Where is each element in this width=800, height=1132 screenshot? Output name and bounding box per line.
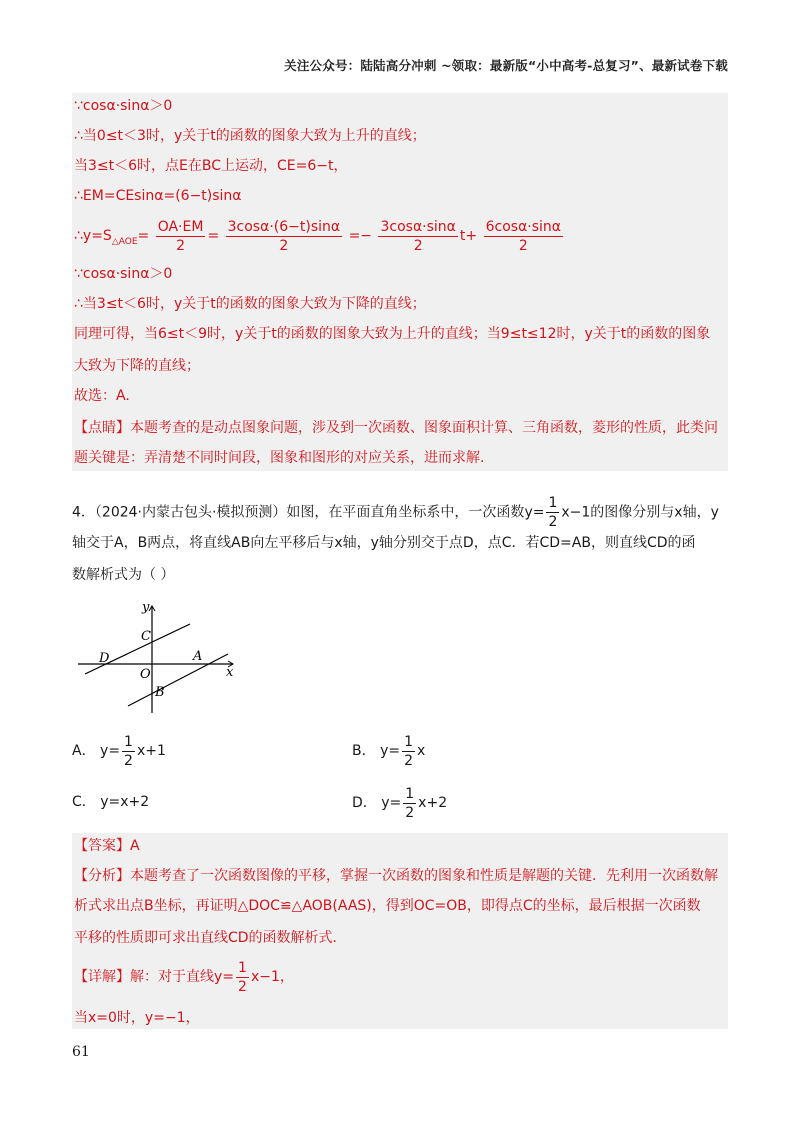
formula-subscript: △AOE xyxy=(111,236,138,247)
detail-last-line: 当x=0时，y=−1， xyxy=(74,1010,200,1026)
solution-line-9: 大致为下降的直线； xyxy=(74,358,200,374)
formula-fraction-2: $\frac{3\cos\alpha\cdot(6-t)\sin\alpha}{2}$ xyxy=(227,218,341,254)
question-line-1 xyxy=(72,494,719,531)
option-d-label: D． xyxy=(352,795,377,811)
coordinate-figure xyxy=(70,596,250,716)
analysis-line-3: 平移的性质即可求出直线CD的函数解析式． xyxy=(74,930,347,946)
label-b: B xyxy=(155,685,165,700)
option-c-text: y=x+2 xyxy=(100,794,150,810)
option-a[interactable] xyxy=(72,732,166,770)
option-d[interactable] xyxy=(352,784,447,822)
option-d-pre: y= xyxy=(381,795,402,811)
question-line-2: 轴交于A，B两点，将直线AB向左平移后与x轴，y轴分别交于点D，点C．若CD=AB，则直线CD的函 xyxy=(72,535,696,551)
line-cd xyxy=(85,624,190,674)
option-b-post: x xyxy=(417,743,426,759)
note-line-2: 题关键是：弄清楚不同时间段，图象和图形的对应关系，进而求解. xyxy=(74,450,485,466)
analysis-line-2: 析式求出点B坐标，再证明△DOC≌△AOB(AAS)，得到OC=OB，即得点C的坐标，最后根据一次函数 xyxy=(74,898,701,914)
question-intro: 4．（2024·内蒙古包头·模拟预测）如图，在平面直角坐标系中，一次函数 xyxy=(72,504,525,521)
option-d-post: x+2 xyxy=(418,795,448,811)
formula-t-plus: t+ xyxy=(459,228,478,244)
option-b-label: B． xyxy=(352,743,376,759)
solution-line-8: 同理可得，当6≤t＜9时，y关于t的函数的图象大致为上升的直线；当9≤t≤12时，y关于t的函数的图象 xyxy=(74,326,711,342)
question-fraction: $\frac{1}{2}$ xyxy=(548,495,558,530)
formula-eq: = xyxy=(137,228,150,244)
option-d-fraction: $\frac{1}{2}$ xyxy=(405,785,415,821)
solution-line-4: ∴EM=CEsinα=(6−t)sinα xyxy=(74,188,242,204)
option-b-pre: y= xyxy=(380,743,401,759)
label-d: D xyxy=(99,651,110,666)
option-b[interactable] xyxy=(352,732,425,770)
solution-line-5-formula: $\therefore y=S_{\triangle AOE}=$ $\frac{OA\cdot EM}{2}$ = $\frac{3\cos\alpha\cdot(6-t)\sin\alpha}{2}$ =− $\frac{3\cos\alpha\cdot\sin\alpha}{2}$ t+ $\frac{6\cos\alpha\cdot\sin\alpha}{2}$ xyxy=(74,218,562,254)
formula-minus: =− xyxy=(348,228,373,244)
answer-line: 【答案】A xyxy=(74,838,140,854)
formula-fraction-1: $\frac{OA\cdot EM}{2}$ xyxy=(157,218,204,254)
page-number: 61 xyxy=(72,1044,90,1060)
label-o: O xyxy=(140,667,151,682)
formula-fraction-4: $\frac{6\cos\alpha\cdot\sin\alpha}{2}$ xyxy=(485,218,562,254)
option-a-pre: y= xyxy=(100,743,121,759)
option-a-post: x+1 xyxy=(136,743,166,759)
option-a-label: A． xyxy=(72,743,96,759)
detail-post: x−1， xyxy=(250,969,294,985)
label-x: x xyxy=(226,665,234,680)
detail-y: y= xyxy=(214,969,235,985)
note-line-1: 【点睛】本题考查的是动点图象问题，涉及到一次函数、图象面积计算、三角函数，菱形的性质，此类问 xyxy=(74,420,718,436)
label-y: y xyxy=(142,600,150,615)
question-line-3: 数解析式为（ ） xyxy=(72,567,175,583)
solution-line-6: ∵cosα·sinα＞0 xyxy=(74,266,173,282)
solution-line-10: 故选：A. xyxy=(74,388,130,404)
formula-fraction-3: $\frac{3\cos\alpha\cdot\sin\alpha}{2}$ xyxy=(380,218,456,254)
analysis-line-1: 【分析】本题考查了一次函数图像的平移，掌握一次函数的图象和性质是解题的关键．先利用一次函数解 xyxy=(74,868,718,884)
solution-line-1: ∵cosα·sinα＞0 xyxy=(74,98,173,114)
solution-line-7: ∴当3≤t＜6时，y关于t的函数的图象大致为下降的直线； xyxy=(74,296,426,312)
option-a-fraction: $\frac{1}{2}$ xyxy=(124,733,133,769)
formula-prefix: ∴y=S xyxy=(74,228,112,244)
label-a: A xyxy=(193,649,203,664)
question-y: y= xyxy=(524,504,545,521)
question-intro-tail: x−1的图像分别与x轴，y xyxy=(561,504,719,521)
solution-line-2: ∴当0≤t＜3时，y关于t的函数的图象大致为上升的直线； xyxy=(74,128,426,144)
option-c[interactable] xyxy=(72,792,149,812)
detail-prefix: 【详解】解：对于直线 xyxy=(74,969,214,985)
detail-fraction: $\frac{1}{2}$ xyxy=(238,959,247,995)
page-header: 关注公众号：陆陆高分冲刺 ~领取：最新版“小中高考-总复习”、最新试卷下载 xyxy=(284,58,728,73)
label-c: C xyxy=(141,629,151,644)
option-c-label: C． xyxy=(72,794,96,810)
detail-line xyxy=(74,958,294,996)
solution-line-3: 当3≤t＜6时，点E在BC上运动，CE=6−t， xyxy=(74,158,348,174)
option-b-fraction: $\frac{1}{2}$ xyxy=(404,733,413,769)
